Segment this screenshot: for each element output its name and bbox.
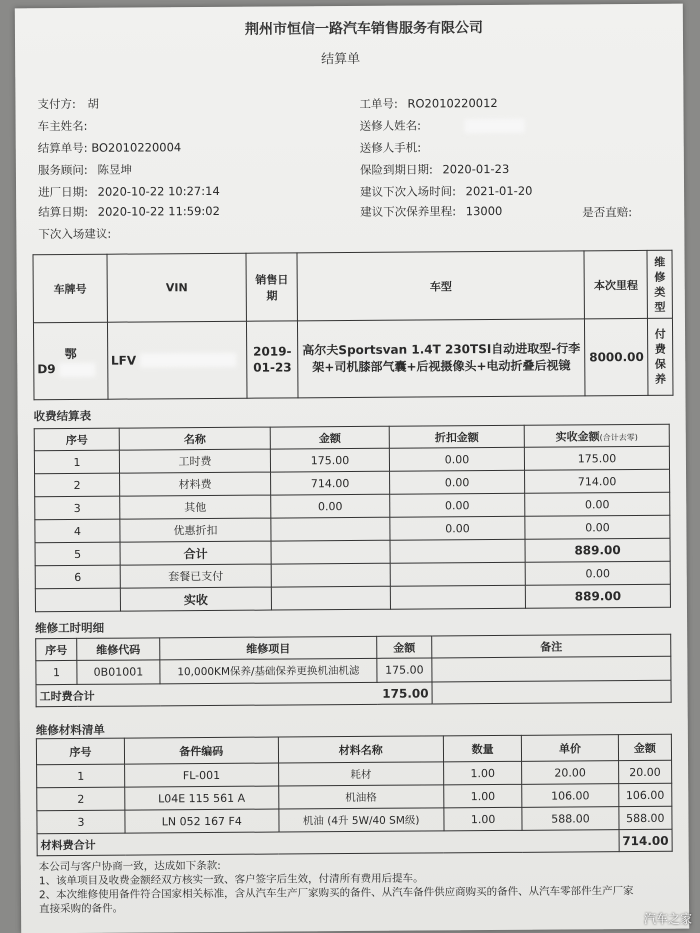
labor-no-cell: 1 (36, 660, 77, 684)
redacted-vin (140, 353, 236, 368)
settle-date-value: 2020-10-22 11:59:02 (97, 203, 220, 219)
col-model: 车型 (297, 251, 585, 321)
direct-pay-label: 是否直赔: (582, 205, 633, 220)
work-no-value: RO2010220012 (407, 95, 498, 111)
materials-table (36, 734, 673, 856)
fees-no-cell: 6 (35, 565, 120, 589)
owner-label: 车主姓名: (37, 118, 88, 134)
fees-discount-cell: 0.00 (390, 470, 525, 494)
sender-name-label: 送修人姓名: (359, 118, 422, 133)
fees-no-cell: 1 (34, 450, 119, 474)
fees-name-cell: 其他 (120, 495, 271, 519)
mat-name-cell: 耗材 (278, 762, 444, 786)
sender-name-field (360, 117, 525, 134)
fees-no-cell (35, 588, 120, 612)
sender-phone-field (360, 140, 421, 156)
fees-col-no: 序号 (34, 428, 119, 451)
fees-amount-cell (271, 586, 390, 610)
model-cell: 高尔夫Sportsvan 1.4T 230TSI自动进取型-行李架+司机膝部气囊+后视摄像头+电动折叠后视镜 (297, 319, 585, 398)
settle-no-field (38, 139, 182, 156)
labor-col-code: 维修代码 (77, 638, 160, 661)
labor-code-cell: 0B01001 (77, 660, 160, 685)
watermark: 汽车之家 (643, 912, 692, 926)
fees-discount-cell (390, 585, 525, 609)
fees-name-cell: 套餐已支付 (120, 564, 271, 588)
terms-line-1: 1、该单项目及收费金额经双方核实一致、客户签字后生效，付清所有费用后提车。 (38, 872, 424, 888)
vin-partial: LFV (110, 353, 137, 368)
mat-col-qty: 数量 (443, 735, 522, 762)
fees-no-cell: 5 (35, 542, 120, 566)
mat-code-cell: L04E 115 561 A (125, 786, 279, 810)
fees-amount-cell: 0.00 (271, 494, 390, 518)
fees-received-cell: 714.00 (525, 469, 670, 493)
insurance-field (360, 161, 509, 178)
mat-name-cell: 机油格 (278, 785, 444, 809)
labor-col-item: 维修项目 (160, 636, 377, 660)
fees-col-discount: 折扣金额 (389, 425, 524, 448)
document-title: 结算单 (321, 51, 361, 68)
mileage-cell: 8000.00 (585, 319, 648, 396)
mat-col-name: 材料名称 (278, 736, 444, 763)
fees-name-cell: 优惠折扣 (120, 518, 271, 542)
fees-amount-cell (271, 563, 390, 587)
terms-notes (39, 856, 634, 916)
vin-cell (107, 322, 247, 400)
work-no-label: 工单号: (359, 96, 398, 111)
mat-no-cell: 2 (37, 787, 125, 811)
materials-section-title: 维修材料清单 (35, 722, 105, 738)
fees-discount-cell: 0.00 (390, 516, 525, 540)
next-mileage-value: 13000 (465, 203, 503, 219)
mat-amount-cell: 588.00 (619, 806, 672, 829)
mat-name-cell: 机油 (4升 5W/40 SM级) (278, 808, 444, 832)
col-mileage: 本次里程 (584, 250, 647, 319)
col-plate: 车牌号 (33, 254, 107, 323)
fees-no-cell: 4 (35, 519, 120, 543)
mat-amount-cell: 106.00 (618, 783, 671, 806)
labor-col-note: 备注 (432, 634, 671, 658)
labor-col-amount: 金额 (377, 636, 432, 658)
fees-col-received: 实收金额(合计去零) (524, 424, 669, 447)
next-mileage-field (360, 203, 502, 220)
fees-section-title: 收费结算表 (33, 408, 92, 424)
enter-date-field (38, 183, 220, 200)
mat-code-cell: FL-001 (125, 763, 279, 787)
labor-section-title: 维修工时明细 (35, 620, 105, 636)
col-repair-type: 维修类型 (647, 250, 672, 319)
fees-table (34, 424, 671, 612)
fees-amount-cell (271, 517, 390, 541)
mat-price-cell: 20.00 (522, 761, 619, 785)
terms-line-2: 2、本次维修使用备件符合国家相关标准，含从汽车生产厂家购买的备件、从汽车备件供应商购买的备件、从汽车零部件生产厂家 (38, 885, 634, 902)
mat-amount-cell: 20.00 (618, 760, 671, 783)
fees-received-cell: 0.00 (525, 492, 670, 516)
materials-total-value: 714.00 (619, 829, 672, 851)
redacted-plate (60, 363, 96, 377)
fees-received-cell: 175.00 (524, 446, 669, 470)
sender-phone-label: 送修人手机: (359, 140, 422, 155)
terms-line-0: 本公司与客户协商一致，达成如下条款: (38, 859, 221, 874)
fees-amount-cell: 175.00 (270, 448, 389, 472)
fees-header-note: (合计去零) (599, 432, 638, 442)
fees-amount-cell: 714.00 (271, 471, 390, 495)
repair-type-cell: 付费保养 (648, 319, 673, 396)
fees-no-cell: 3 (35, 496, 120, 520)
col-vin: VIN (107, 253, 247, 322)
fees-amount-cell (271, 540, 390, 564)
redacted-sender-name (465, 118, 525, 132)
next-advice-label: 下次入场建议: (38, 226, 112, 242)
fees-received-cell: 889.00 (525, 538, 670, 562)
labor-amount-cell: 175.00 (377, 658, 432, 682)
fees-discount-cell: 0.00 (389, 447, 524, 471)
sale-date-cell: 2019-01-23 (247, 321, 298, 398)
settle-date-label: 结算日期: (38, 204, 89, 220)
fees-received-cell: 0.00 (525, 515, 670, 539)
mat-no-cell: 1 (37, 764, 125, 788)
col-sale-date: 销售日期 (246, 253, 297, 322)
mat-qty-cell: 1.00 (443, 761, 522, 785)
mat-qty-cell: 1.00 (444, 784, 523, 808)
fees-received-cell: 0.00 (525, 561, 670, 585)
labor-total-label: 工时费合计 (36, 684, 160, 707)
next-time-label: 建议下次入场时间: (360, 184, 456, 199)
fees-name-cell: 合计 (120, 541, 271, 565)
enter-date-value: 2020-10-22 10:27:14 (97, 183, 220, 199)
advisor-label: 服务顾问: (37, 162, 88, 178)
settle-date-field (38, 203, 220, 220)
fees-discount-cell (390, 562, 525, 586)
fees-received-cell: 889.00 (525, 584, 670, 608)
insurance-value: 2020-01-23 (442, 161, 510, 177)
terms-line-3: 直接采购的备件。 (39, 902, 124, 916)
mat-col-price: 单价 (522, 735, 619, 762)
plate-cell (33, 323, 107, 400)
mat-price-cell: 106.00 (522, 784, 619, 808)
labor-note-cell (432, 656, 671, 682)
mat-col-amount: 金额 (618, 734, 671, 760)
advisor-value: 陈昱坤 (97, 162, 132, 177)
next-time-value: 2021-01-20 (465, 183, 533, 199)
advisor-field (38, 162, 132, 179)
plate-partial: D9 (37, 362, 104, 377)
materials-total-label: 材料费合计 (37, 830, 619, 856)
work-no-field (359, 95, 497, 112)
fees-discount-cell (390, 539, 525, 563)
fees-no-cell: 2 (35, 473, 120, 497)
vehicle-data-row (33, 319, 673, 400)
mat-col-code: 备件编码 (124, 737, 278, 764)
fees-name-cell: 材料费 (120, 472, 271, 496)
plate-prefix: 鄂 (64, 347, 77, 362)
enter-date-label: 进厂日期: (38, 184, 88, 200)
settlement-document (15, 4, 689, 933)
direct-pay-field (582, 204, 632, 220)
labor-col-no: 序号 (36, 638, 77, 660)
settle-no-label: 结算单号: (37, 140, 88, 156)
fees-col-name: 名称 (119, 427, 270, 450)
labor-table (35, 634, 671, 707)
mat-col-no: 序号 (36, 738, 124, 765)
fees-name-cell: 实收 (120, 587, 271, 611)
vehicle-table (32, 250, 673, 400)
insurance-label: 保险到期日期: (359, 162, 433, 177)
payer-value: 胡 (87, 96, 100, 111)
payer-field (37, 96, 99, 112)
fees-row (35, 584, 670, 611)
labor-item-cell: 10,000KM保养/基础保养更换机油机滤 (160, 658, 377, 684)
vehicle-header-row (33, 250, 672, 323)
labor-total-row (36, 680, 671, 706)
materials-total-row (37, 829, 672, 855)
company-name: 荆州市恒信一路汽车销售服务有限公司 (244, 20, 483, 38)
next-time-field (360, 183, 532, 200)
fees-discount-cell: 0.00 (390, 493, 525, 517)
next-mileage-label: 建议下次保养里程: (360, 204, 457, 219)
settle-no-value: BO2010220004 (91, 140, 182, 155)
payer-label: 支付方: (37, 96, 76, 112)
mat-qty-cell: 1.00 (444, 807, 523, 831)
labor-total-value: 175.00 (160, 682, 432, 706)
mat-price-cell: 588.00 (522, 807, 619, 831)
mat-no-cell: 3 (37, 810, 125, 834)
mat-code-cell: LN 052 167 F4 (125, 809, 279, 833)
fees-name-cell: 工时费 (119, 449, 270, 473)
fees-col-amount: 金额 (270, 426, 389, 449)
next-advice-field (38, 226, 111, 243)
owner-field (38, 118, 88, 134)
